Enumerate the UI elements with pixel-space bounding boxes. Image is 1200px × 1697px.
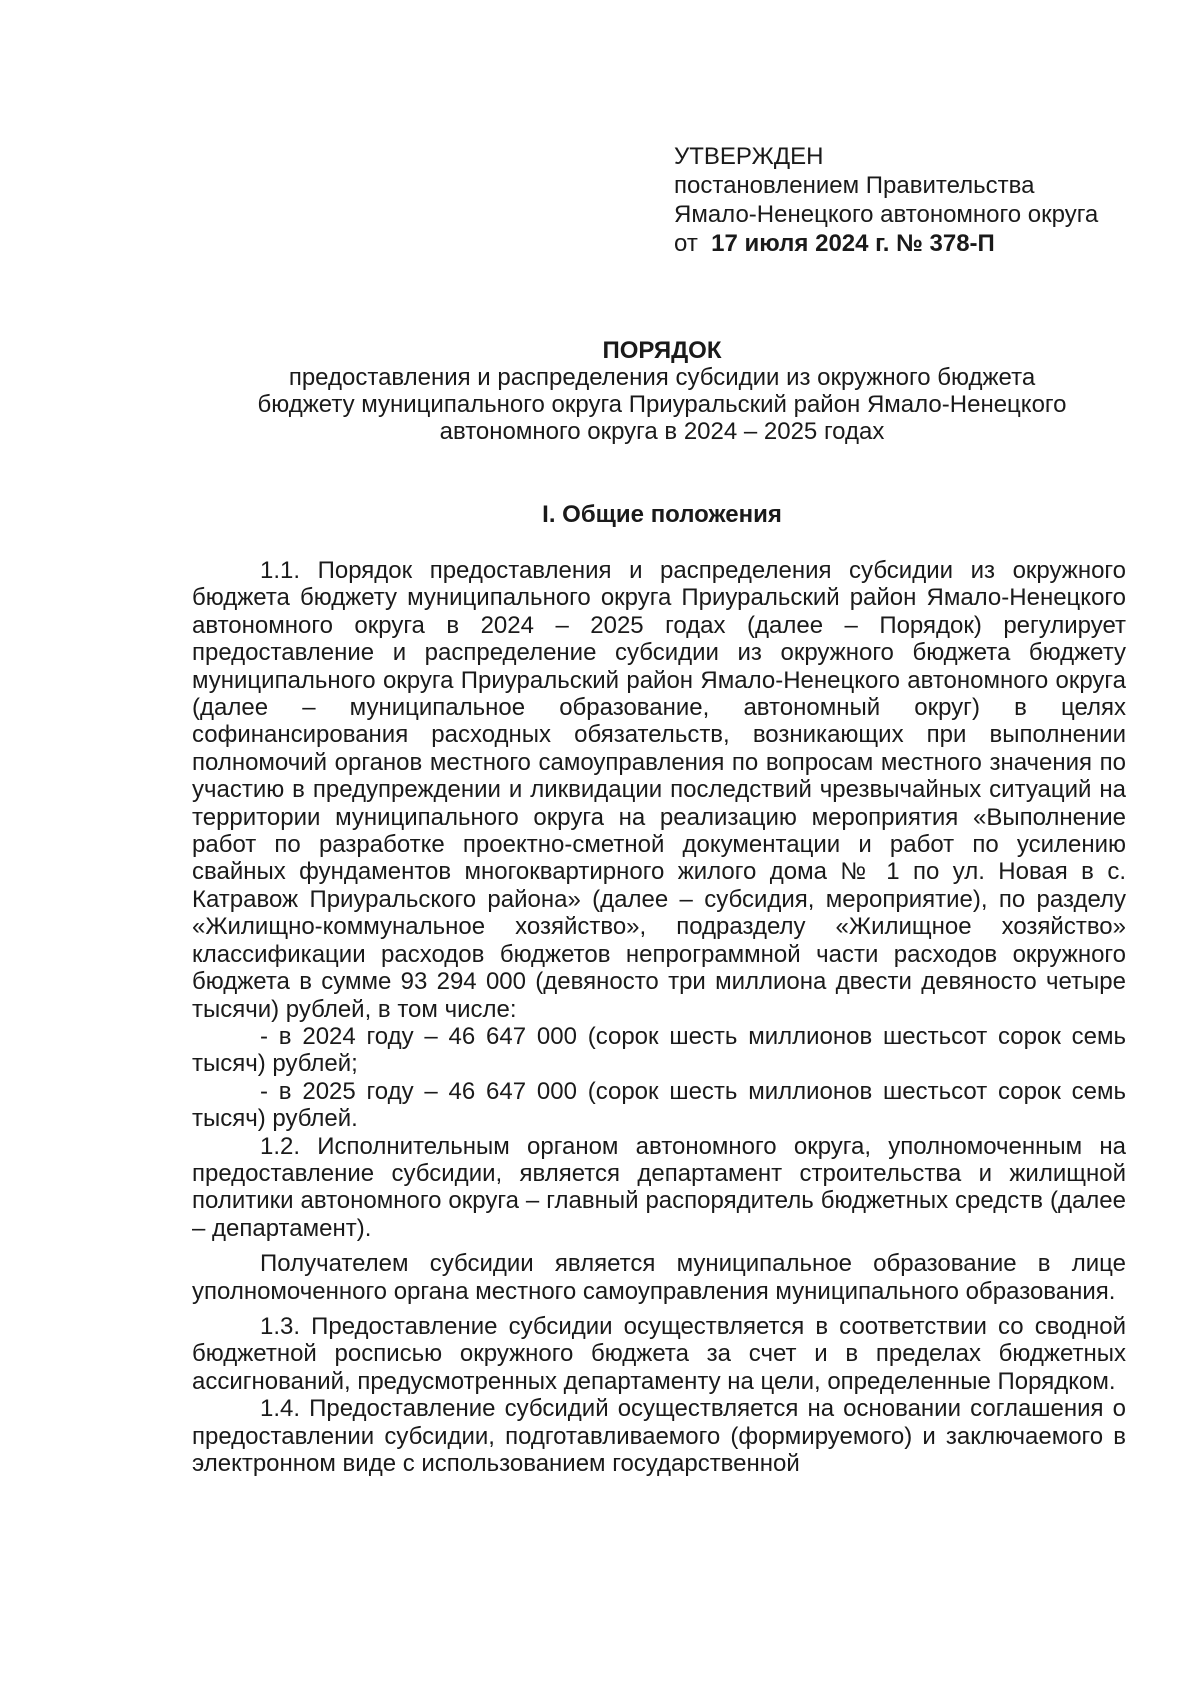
document-title-block <box>190 337 1134 445</box>
approval-line-2: Ямало-Ненецкого автономного округа <box>674 201 1099 228</box>
paragraph-1-2: 1.2. Исполнительным органом автономного округа, уполномоченным на предоставление субсидии, является департамент строительства и жилищной политики автономного округа – главный распорядитель бюджетных средств (далее – департамент). <box>192 1132 1126 1242</box>
section-heading: I. Общие положения <box>542 501 782 528</box>
approval-date: 17 июля 2024 г. № 378-П <box>711 230 995 257</box>
paragraph-1-1: 1.1. Порядок предоставления и распределения субсидии из окружного бюджета бюджету муниципального округа Приуральский район Ямало-Ненецкого автономного округа в 2024 – 2025 годах (далее – Порядок) регулирует предоставление и распределение субсидии из окружного бюджета бюджету муниципального округа Приуральский район Ямало-Ненецкого автономного округа (далее – муниципальное образование, автономный округ) в целях софинансирования расходных обязательств, возникающих при выполнении полномочий органов местного самоуправления по вопросам местного значения по участию в предупреждении и ликвидации последствий чрезвычайных ситуаций на территории муниципального округа на реализацию мероприятия «Выполнение работ по разработке проектно-сметной документации и работ по усилению свайных фундаментов многоквартирного жилого дома № 1 по ул. Новая в с. Катравож Приуральского района» (далее – субсидия, мероприятие), по разделу «Жилищно-коммунальное хозяйство», подразделу «Жилищное хозяйство» классификации расходов бюджетов непрограммной части расходов окружного бюджета в сумме 93 294 000 (девяносто три миллиона двести девяносто четыре тысячи) рублей, в том числе: <box>192 557 1126 1023</box>
approval-stamp-title: УТВЕРЖДЕН <box>674 143 824 170</box>
document-title: ПОРЯДОК <box>602 337 722 364</box>
approval-date-line <box>674 229 1154 258</box>
subtitle-line: автономного округа в 2024 – 2025 годах <box>439 418 885 445</box>
paragraph-recipient: Получателем субсидии является муниципальное образование в лице уполномоченного органа местного самоуправления муниципального образования. <box>192 1250 1126 1305</box>
paragraph-1-3: 1.3. Предоставление субсидии осуществляется в соответствии со сводной бюджетной росписью окружного бюджета за счет и в пределах бюджетных ассигнований, предусмотренных департаменту на цели, определенные Порядком. <box>192 1312 1126 1395</box>
list-item-2024: - в 2024 году – 46 647 000 (сорок шесть миллионов шестьсот сорок семь тысяч) рублей; <box>192 1022 1126 1078</box>
subtitle-line: бюджету муниципального округа Приуральский район Ямало-Ненецкого <box>257 391 1067 418</box>
subtitle-line: предоставления и распределения субсидии из окружного бюджета <box>288 364 1036 391</box>
paragraph-1-4: 1.4. Предоставление субсидий осуществляется на основании соглашения о предоставлении субсидии, подготавливаемого (формируемого) и заключаемого в электронном виде с использованием государственной <box>192 1395 1126 1477</box>
section-body <box>192 557 1126 1477</box>
approval-line-1: постановлением Правительства <box>674 172 1035 199</box>
approval-date-prefix: от <box>674 230 698 257</box>
document-subtitle <box>190 364 1134 445</box>
approval-stamp-block <box>674 142 1154 258</box>
list-item-2025: - в 2025 году – 46 647 000 (сорок шесть миллионов шестьсот сорок семь тысяч) рублей. <box>192 1077 1126 1133</box>
